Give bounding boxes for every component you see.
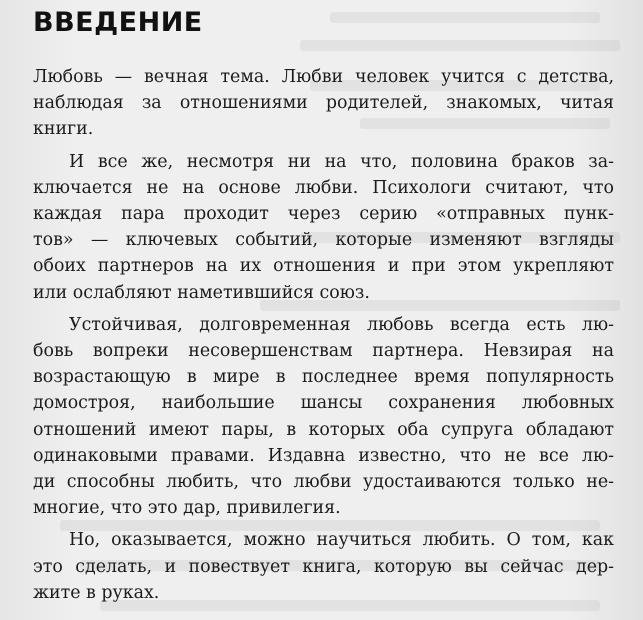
text-line: каждая пара проходит через серию «отправных пунк- <box>33 204 614 225</box>
article-body <box>33 64 614 606</box>
text-line: книги. <box>33 119 94 140</box>
text-line: жите в руках. <box>33 582 160 603</box>
text-line: И все же, несмотря ни на что, половина браков за- <box>69 151 614 172</box>
text-line: Устойчивая, долговременная любовь всегда есть лю- <box>69 314 614 335</box>
text-line: бовь вопреки несовершенствам партнера. Невзирая на <box>33 341 614 362</box>
text-line: Но, оказывается, можно научиться любить. О том, как <box>69 530 614 551</box>
paragraph-3 <box>33 312 614 522</box>
text-line: наблюдая за отношениями родителей, знакомых, читая <box>33 93 614 114</box>
text-line: или ослабляют наметившийся союз. <box>33 282 370 303</box>
text-line: многие, что это дар, привилегия. <box>33 498 341 519</box>
text-line: это сделать, и повествует книга, которую вы сейчас дер- <box>33 556 614 577</box>
text-line: ключается не на основе любви. Психологи считают, что <box>33 177 614 198</box>
page-title: ВВЕДЕНИЕ <box>33 7 203 38</box>
text-line: возрастающую в мире в последнее время популярность <box>33 367 614 388</box>
text-line: отношений имеют пары, в которых оба супруга обладают <box>33 419 614 440</box>
text-line: тов» — ключевых событий, которые изменяют взгляды <box>33 230 614 251</box>
paragraph-4 <box>33 527 614 606</box>
text-line: ди способны любить, что любви удостаиваются только не- <box>33 472 614 493</box>
text-line: домостроя, наибольшие шансы сохранения любовных <box>33 393 614 414</box>
text-line: одинаковыми правами. Издавна известно, что не все лю- <box>33 445 614 466</box>
paragraph-2 <box>33 149 614 306</box>
text-line: Любовь — вечная тема. Любви человек учится с детства, <box>33 67 614 87</box>
paragraph-1 <box>33 64 614 143</box>
text-line: обоих партнеров на их отношения и при этом укрепляют <box>33 256 614 277</box>
